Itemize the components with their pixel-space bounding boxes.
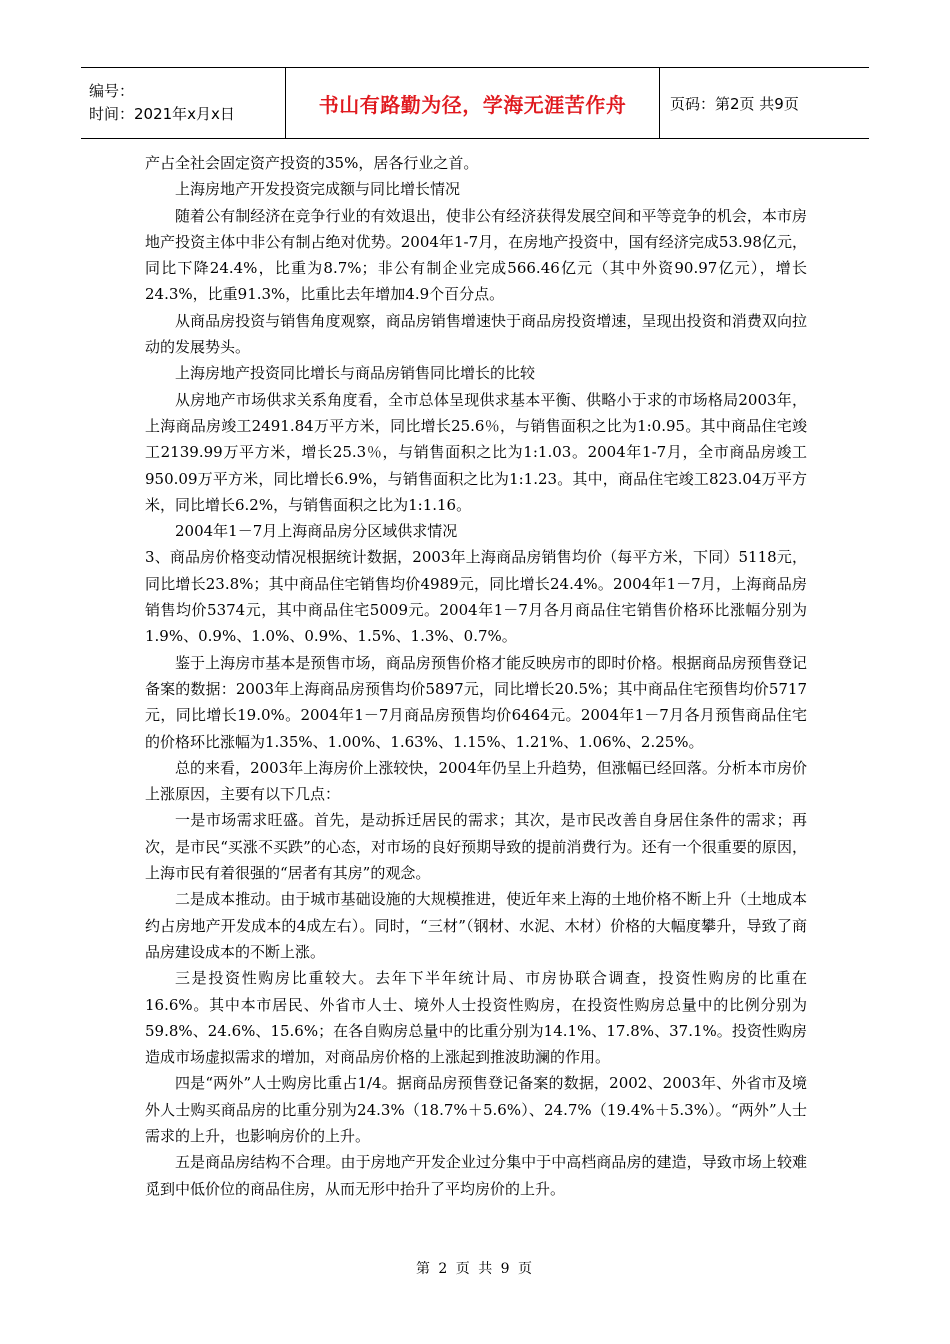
serial-label: 编号：: [89, 82, 135, 100]
footer-page-number: 第 2 页 共 9 页: [415, 1261, 535, 1277]
body-paragraph: 上海房地产投资同比增长与商品房销售同比增长的比较: [175, 364, 536, 383]
body-paragraph: 从房地产市场供求关系角度看，全市总体呈现供求基本平衡、供略小于求的市场格局2003年，上海商品房竣工2491.84万平方米，同比增长25.6％，与销售面积之比为1:0.95。其中商品住宅竣工2139.99万平方米，增长25.3％，与销售面积之比为1:1.03。2004年1-7月，全市商品房竣工950.09万平方米，同比增长6.9%，与销售面积之比为1:1.23。其中，商品住宅竣工823.04万平方米，同比增长6.2%，与销售面积之比为1:1.16。: [145, 390, 807, 514]
header-meta: [81, 68, 285, 138]
body-paragraph: 鉴于上海房市基本是预售市场，商品房预售价格才能反映房市的即时价格。根据商品房预售登记备案的数据：2003年上海商品房预售均价5897元，同比增长20.5%；其中商品住宅预售均价5717元，同比增长19.0%。2004年1－7月商品房预售均价6464元。2004年1－7月各月预售商品住宅的价格环比涨幅为1.35%、1.00%、1.63%、1.15%、1.21%、1.06%、2.25%。: [145, 653, 807, 751]
header-motto: [285, 68, 660, 138]
body-paragraph: 从商品房投资与销售角度观察，商品房销售增速快于商品房投资增速，呈现出投资和消费双向拉动的发展势头。: [145, 311, 807, 357]
body-paragraph: 三是投资性购房比重较大。去年下半年统计局、市房协联合调查，投资性购房的比重在16.6%。其中本市居民、外省市人士、境外人士投资性购房，在投资性购房总量中的比例分别为59.8%、24.6%、15.6%；在各自购房总量中的比重分别为14.1%、17.8%、37.1%。投资性购房造成市场虚拟需求的增加，对商品房价格的上涨起到推波助澜的作用。: [145, 969, 807, 1067]
body-paragraph: 二是成本推动。由于城市基础设施的大规模推进，使近年来上海的土地价格不断上升（土地成本约占房地产开发成本的4成左右）。同时，“三材”（钢材、水泥、木材）价格的大幅度攀升，导致了商品房建设成本的不断上涨。: [145, 890, 807, 961]
body-paragraph: 3、商品房价格变动情况根据统计数据，2003年上海商品房销售均价（每平方米，下同）5118元，同比增长23.8%；其中商品住宅销售均价4989元，同比增长24.4%。2004年1－7月，上海商品房销售均价5374元，其中商品住宅5009元。2004年1－7月各月商品住宅销售价格环比涨幅分别为1.9%、0.9%、1.0%、0.9%、1.5%、1.3%、0.7%。: [145, 548, 807, 646]
page-footer: [0, 1258, 950, 1278]
header-page-info: [660, 68, 869, 138]
body-paragraph: 五是商品房结构不合理。由于房地产开发企业过分集中于中高档商品房的建造，导致市场上较难觅到中低价位的商品住房，从而无形中抬升了平均房价的上升。: [145, 1153, 807, 1198]
document-body: [145, 150, 807, 1202]
body-paragraph: 总的来看，2003年上海房价上涨较快，2004年仍呈上升趋势，但涨幅已经回落。分析本市房价上涨原因，主要有以下几点：: [145, 758, 807, 804]
motto-text: 书山有路勤为径，学海无涯苦作舟: [318, 92, 627, 117]
body-paragraph: 四是“两外”人士购房比重占1/4。据商品房预售登记备案的数据，2002、2003年、外省市及境外人士购买商品房的比重分别为24.3%（18.7%＋5.6%）、24.7%（19.4%＋5.3%）。“两外”人士需求的上升，也影响房价的上升。: [145, 1074, 807, 1145]
page-number-label: 页码：第2页 共9页: [670, 94, 799, 113]
body-paragraph: 随着公有制经济在竞争行业的有效退出，使非公有经济获得发展空间和平等竞争的机会，本市房地产投资主体中非公有制占绝对优势。2004年1-7月，在房地产投资中，国有经济完成53.98亿元，同比下降24.4%，比重为8.7%；非公有制企业完成566.46亿元（其中外资90.97亿元），增长24.3%，比重91.3%，比重比去年增加4.9个百分点。: [145, 206, 807, 304]
page-header: [81, 67, 869, 139]
body-paragraph: 2004年1－7月上海商品房分区域供求情况: [175, 522, 458, 541]
body-paragraph: 一是市场需求旺盛。首先，是动拆迁居民的需求；其次，是市民改善自身居住条件的需求；再次，是市民“买涨不买跌”的心态，对市场的良好预期导致的提前消费行为。还有一个很重要的原因，上海市民有着很强的“居者有其房”的观念。: [145, 811, 807, 883]
body-paragraph: 产占全社会固定资产投资的35%，居各行业之首。: [145, 154, 479, 172]
time-label: 时间：2021年x月x日: [89, 105, 235, 123]
body-paragraph: 上海房地产开发投资完成额与同比增长情况: [175, 180, 461, 199]
